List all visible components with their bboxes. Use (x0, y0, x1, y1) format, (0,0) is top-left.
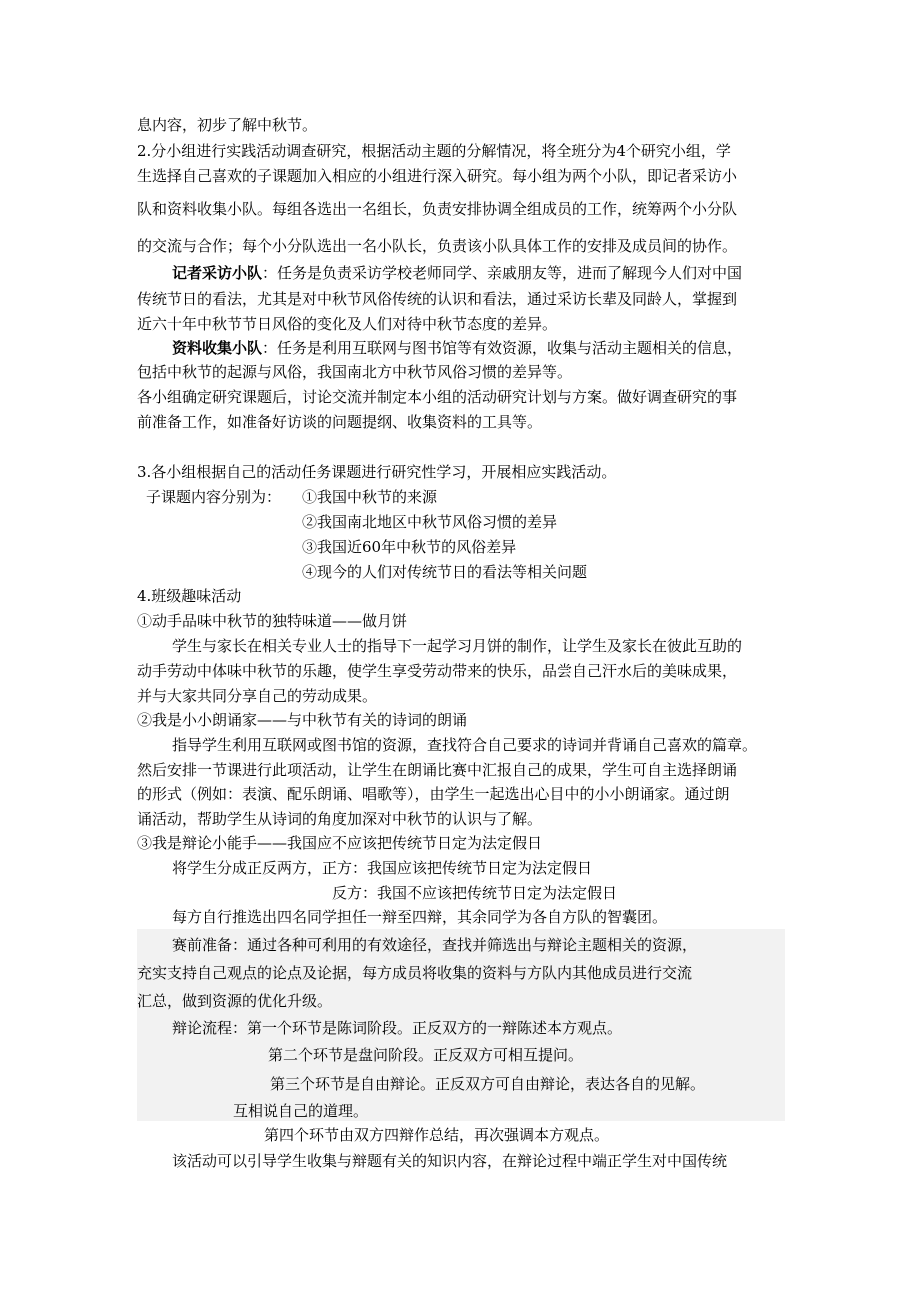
text-line: 每方自行推选出四名同学担任一辩至四辩，其余同学为各自方队的智囊团。 (172, 908, 668, 926)
text-line: 队和资料收集小队。每组各选出一名组长，负责安排协调全组成员的工作，统筹两个小分队 (137, 200, 738, 218)
text-line: 学生与家长在相关专业人士的指导下一起学习月饼的制作，让学生及家长在彼此互助的 (172, 637, 743, 655)
paragraph-reporter-team (172, 263, 742, 283)
subtopic-2: ②我国南北地区中秋节风俗习惯的差异 (302, 513, 558, 531)
text-line: 该活动可以引导学生收集与辩题有关的知识内容，在辩论过程中端正学生对中国传统 (172, 1152, 728, 1170)
text-line: 第四个环节由双方四辩作总结，再次强调本方观点。 (264, 1126, 610, 1144)
text-line: 息内容，初步了解中秋节。 (137, 116, 318, 134)
text-line: 包括中秋节的起源与风俗，我国南北方中秋节风俗习惯的差异等。 (137, 363, 573, 381)
text-line: 动手劳动中体味中秋节的乐趣，使学生享受劳动带来的快乐，品尝自己汗水后的美味成果， (137, 662, 738, 680)
subtopic-4: ④现今的人们对传统节日的看法等相关问题 (302, 563, 588, 581)
text-line: 辩论流程：第一个环节是陈词阶段。正反双方的一辩陈述本方观点。 (172, 1019, 623, 1037)
section-heading: 4.班级趣味活动 (137, 587, 242, 605)
text-span: ：任务是利用互联网与图书馆等有效资源，收集与活动主题相关的信息， (262, 339, 743, 357)
paragraph-data-team (172, 338, 742, 358)
text-line: 将学生分成正反两方，正方：我国应该把传统节日定为法定假日 (172, 859, 593, 877)
subtopic-3: ③我国近60年中秋节的风俗差异 (302, 538, 517, 556)
text-line: 然后安排一节课进行此项活动，让学生在朗诵比赛中汇报自己的成果，学生可自主选择朗诵 (137, 761, 738, 779)
text-line: 传统节日的看法，尤其是对中秋节风俗传统的认识和看法，通过采访长辈及同龄人，掌握到 (137, 290, 738, 308)
text-line: 赛前准备：通过各种可利用的有效途径，查找并筛选出与辩论主题相关的资源， (172, 936, 698, 954)
text-line: 第三个环节是自由辩论。正反双方可自由辩论，表达各自的见解。 (270, 1075, 706, 1093)
term-data-team: 资料收集小队 (172, 339, 263, 357)
text-line: 充实支持自己观点的论点及论据，每方成员将收集的资料与方队内其他成员进行交流 (137, 964, 693, 982)
text-line: 前准备工作，如准备好访谈的问题提纲、收集资料的工具等。 (137, 413, 543, 431)
text-line: 互相说自己的道理。 (233, 1102, 369, 1120)
text-line: 第二个环节是盘问阶段。正反双方可相互提问。 (268, 1046, 584, 1064)
text-line: 指导学生利用互联网或图书馆的资源，查找符合自己要求的诗词并背诵自己喜欢的篇章。 (172, 736, 758, 754)
activity-heading: ②我是小小朗诵家——与中秋节有关的诗词的朗诵 (137, 711, 468, 729)
text-line: 各小组确定研究课题后，讨论交流并制定本小组的活动研究计划与方案。做好调查研究的事 (137, 388, 738, 406)
text-line: 汇总，做到资源的优化升级。 (137, 992, 333, 1010)
activity-heading: ①动手品味中秋节的独特味道——做月饼 (137, 612, 408, 630)
text-line: 反方：我国不应该把传统节日定为法定假日 (332, 884, 618, 902)
text-line: 近六十年中秋节节日风俗的变化及人们对待中秋节态度的差异。 (137, 315, 558, 333)
text-line: 2.分小组进行实践活动调查研究，根据活动主题的分解情况，将全班分为4个研究小组，学 (137, 142, 731, 160)
text-line: 子课题内容分别为： (146, 488, 282, 506)
text-line: 3.各小组根据自己的活动任务课题进行研究性学习，开展相应实践活动。 (137, 463, 617, 481)
text-line: 生选择自己喜欢的子课题加入相应的小组进行深入研究。每小组为两个小队，即记者采访小 (137, 167, 738, 185)
text-line: 的形式（例如：表演、配乐朗诵、唱歌等），由学生一起选出心目中的小小朗诵家。通过朗 (137, 785, 730, 803)
activity-heading: ③我是辩论小能手——我国应不应该把传统节日定为法定假日 (137, 834, 543, 852)
text-line: 诵活动，帮助学生从诗词的角度加深对中秋节的认识与了解。 (137, 810, 543, 828)
text-span: ：任务是负责采访学校老师同学、亲戚朋友等，进而了解现今人们对中国 (262, 264, 743, 282)
term-reporter-team: 记者采访小队 (172, 264, 263, 282)
text-line: 并与大家共同分享自己的劳动成果。 (137, 687, 378, 705)
text-line: 的交流与合作；每个小分队选出一名小队长，负责该小队具体工作的安排及成员间的协作。 (137, 237, 738, 255)
subtopic-1: ①我国中秋节的来源 (302, 488, 438, 506)
